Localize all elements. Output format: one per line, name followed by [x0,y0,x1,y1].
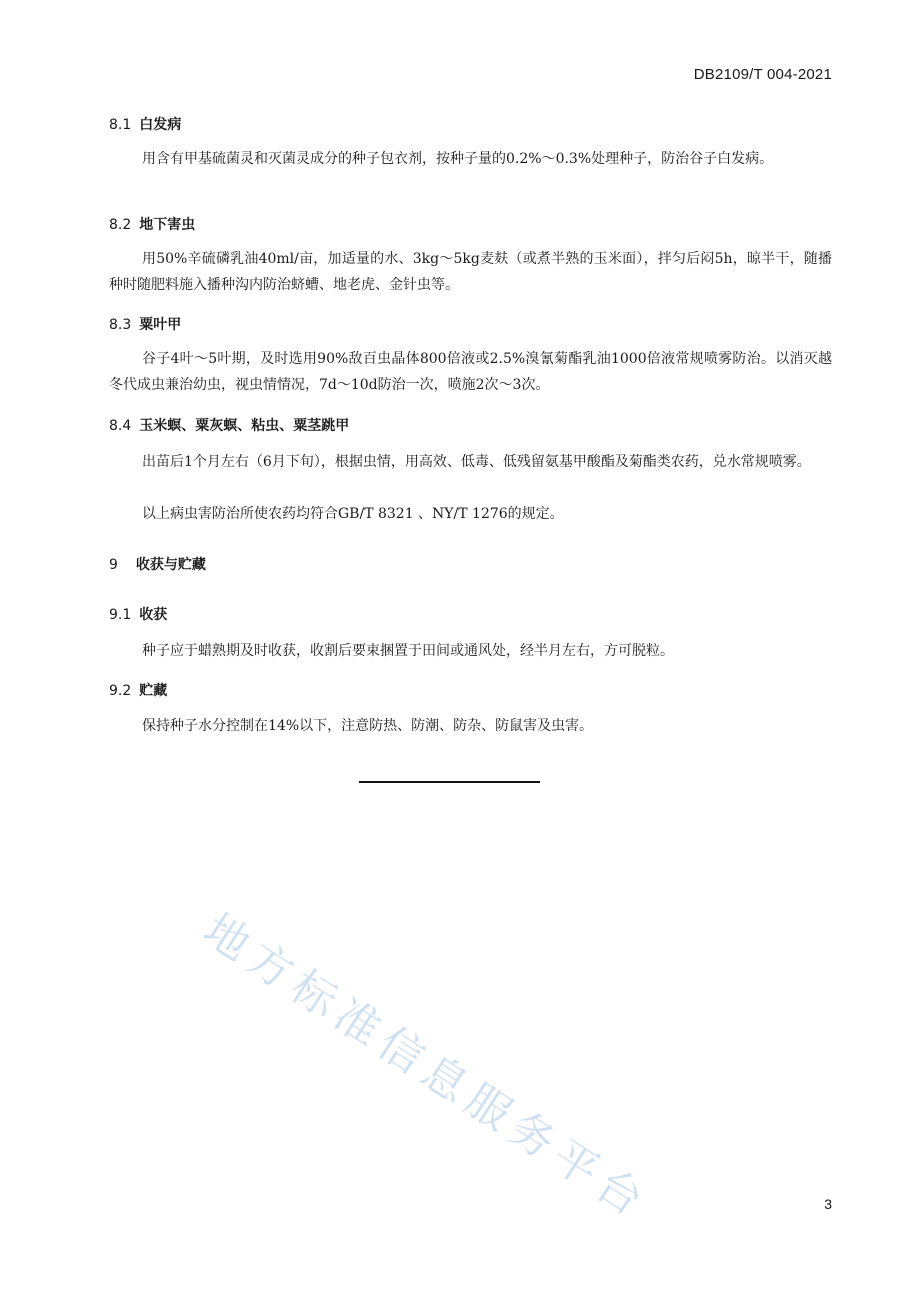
heading-number: 9.1 [109,607,132,623]
heading-number: 8.2 [109,217,132,233]
heading-title: 玉米螟、粟灰螟、粘虫、粟茎跳甲 [139,418,350,434]
end-rule [359,781,540,783]
paragraph-8-1: 用含有甲基硫菌灵和灭菌灵成分的种子包衣剂，按种子量的0.2%～0.3%处理种子，防治谷子白发病。 [142,151,774,167]
paragraph-8-4: 出苗后1个月左右（6月下旬），根据虫情，用高效、低毒、低残留氨基甲酸酯及菊酯类农药，兑水常规喷雾。 [142,454,811,470]
heading-title: 白发病 [139,117,182,133]
paragraph-8-2: 用50%辛硫磷乳油40ml/亩，加适量的水、3kg～5kg麦麸（或煮半熟的玉米面），拌匀后闷5h，晾半干，随播种时随肥料施入播种沟内防治蛴螬、地老虎、金针虫等。 [109,251,832,293]
paragraph-8-4-note: 以上病虫害防治所使农药均符合GB/T 8321 、NY/T 1276的规定。 [142,506,564,522]
paragraph-8-3: 谷子4叶～5叶期，及时选用90%敌百虫晶体800倍液或2.5%溴氰菊酯乳油1000倍液常规喷雾防治。以消灭越冬代成虫兼治幼虫，视虫情情况，7d～10d防治一次，喷施2次～3次。 [109,351,832,393]
heading-9-2 [109,680,167,700]
heading-number: 8.4 [109,418,132,434]
paragraph-9-1: 种子应于蜡熟期及时收获，收割后要束捆置于田间或通风处，经半月左右，方可脱粒。 [142,643,674,659]
heading-9 [109,554,206,574]
paragraph-9-2: 保持种子水分控制在14%以下，注意防热、防潮、防杂、防鼠害及虫害。 [142,718,594,734]
heading-title: 地下害虫 [139,217,196,233]
watermark: 地方标准信息服务平台 [194,904,659,1231]
heading-number: 8.3 [109,317,132,333]
heading-title: 贮藏 [139,683,168,699]
heading-8-1 [109,114,181,134]
heading-title: 收获与贮藏 [135,557,206,573]
document-code: DB2109/T 004-2021 [693,66,832,83]
heading-9-1 [109,604,167,624]
heading-number: 9.2 [109,683,132,699]
heading-number: 8.1 [109,117,132,133]
page-number: 3 [824,1196,832,1212]
heading-number: 9 [109,557,118,573]
heading-8-3 [109,314,181,334]
heading-title: 收获 [139,607,168,623]
heading-8-2 [109,214,195,234]
heading-8-4 [109,415,349,435]
heading-title: 粟叶甲 [139,317,182,333]
